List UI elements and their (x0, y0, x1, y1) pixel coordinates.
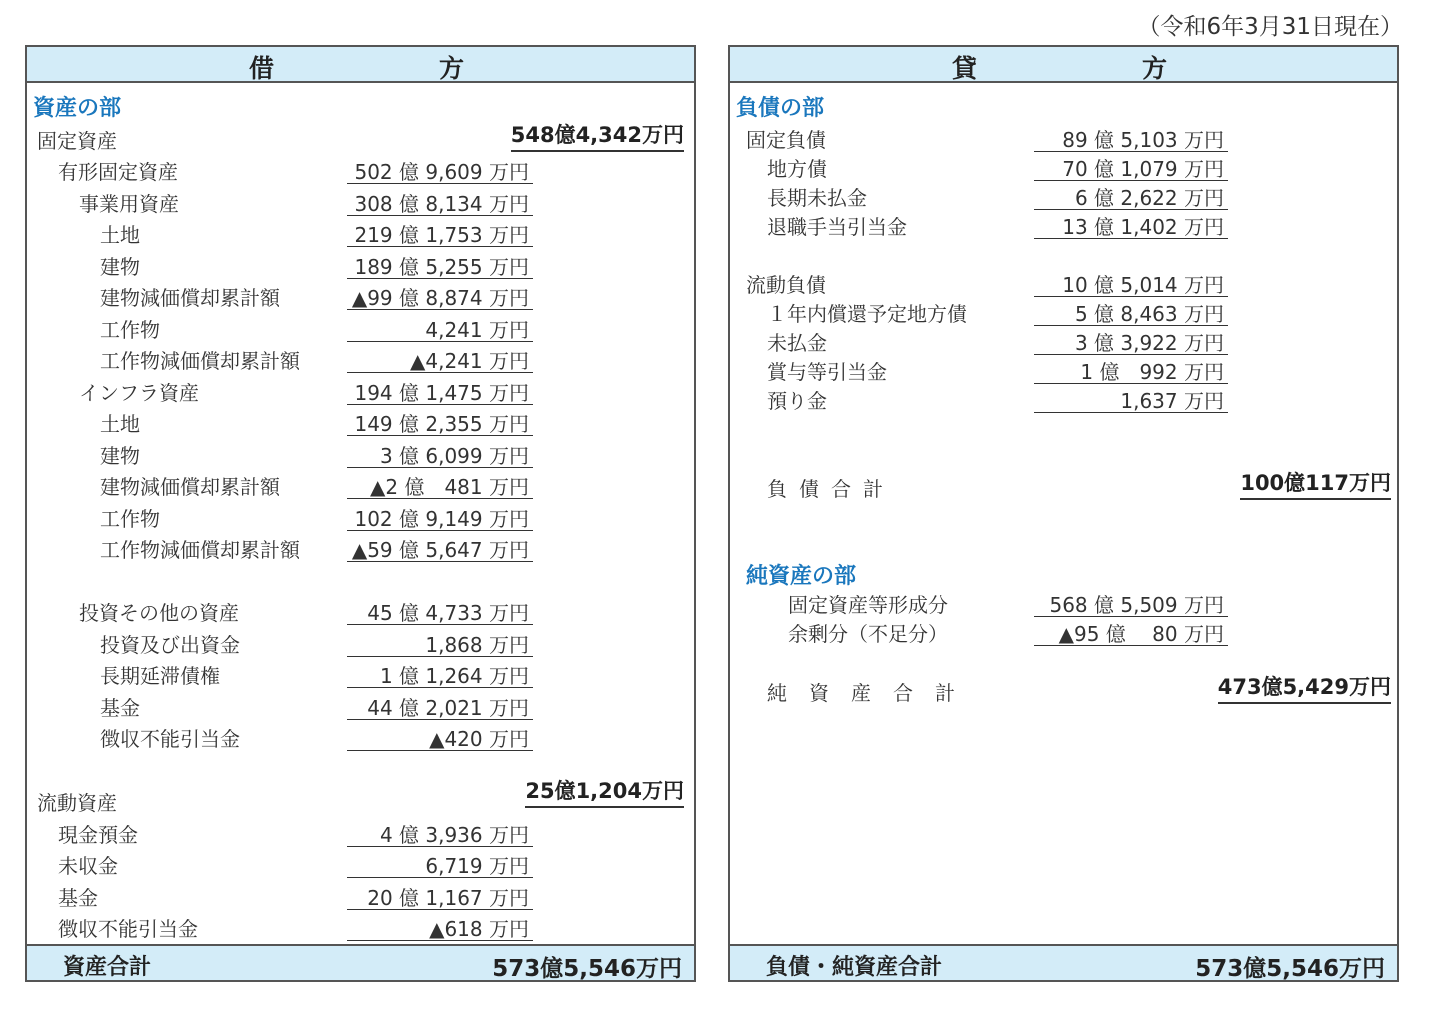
table-row (27, 375, 694, 406)
row-label: 長期未払金 (767, 186, 867, 210)
row-label: 有形固定資産 (58, 160, 178, 184)
row-label: 預り金 (767, 389, 827, 413)
table-row (27, 406, 694, 437)
current-liabilities-row (730, 267, 1397, 298)
row-label: 現金預金 (58, 823, 138, 847)
debit-panel (25, 45, 696, 982)
credit-panel (728, 45, 1399, 982)
row-value: 4 億 3,936 万円 (347, 819, 533, 847)
table-row (730, 180, 1397, 211)
row-label: 投資及び出資金 (100, 633, 240, 657)
row-value: ▲420 万円 (347, 723, 533, 751)
row-label: 投資その他の資産 (79, 601, 239, 625)
row-label: 工作物 (100, 318, 160, 342)
table-row (27, 627, 694, 658)
row-value: 6,719 万円 (347, 850, 533, 878)
table-row (27, 911, 694, 942)
table-row (27, 848, 694, 879)
credit-header (730, 47, 1397, 83)
net-assets-total-label: 純資産合計 (767, 681, 977, 705)
liabilities-total-amount: 100億117万円 (1240, 467, 1391, 500)
row-label: 工作物減価償却累計額 (100, 349, 300, 373)
row-value: ▲4,241 万円 (347, 345, 533, 373)
row-value: 308 億 8,134 万円 (347, 188, 533, 216)
table-row (27, 501, 694, 532)
table-row (730, 151, 1397, 182)
row-label: 余剰分（不足分） (788, 622, 948, 646)
liabilities-section-title: 負債の部 (736, 96, 825, 121)
row-label: 退職手当引当金 (767, 215, 907, 239)
table-row (730, 209, 1397, 240)
row-value: 5 億 8,463 万円 (1034, 298, 1228, 326)
table-row (27, 438, 694, 469)
row-value: 45 億 4,733 万円 (347, 597, 533, 625)
date-note: （令和6年3月31日現在） (1137, 14, 1403, 40)
table-row (27, 280, 694, 311)
row-label: 固定資産等形成分 (788, 593, 948, 617)
row-label: 建物減価償却累計額 (100, 286, 280, 310)
row-value: 89 億 5,103 万円 (1034, 124, 1228, 152)
row-label: 建物減価償却累計額 (100, 475, 280, 499)
row-label: １年内償還予定地方債 (767, 302, 967, 326)
row-value: 189 億 5,255 万円 (347, 251, 533, 279)
net-assets-section-title: 純資産の部 (746, 564, 857, 589)
row-value: 13 億 1,402 万円 (1034, 211, 1228, 239)
credit-header-char-1: 貸 (952, 54, 978, 83)
row-value: ▲95 億 80 万円 (1034, 618, 1228, 646)
current-assets-row (27, 779, 694, 816)
row-value: 3 億 6,099 万円 (347, 440, 533, 468)
table-row (27, 312, 694, 343)
credit-header-char-2: 方 (1142, 54, 1168, 83)
row-value: ▲99 億 8,874 万円 (347, 282, 533, 310)
row-value: 20 億 1,167 万円 (347, 882, 533, 910)
row-label: 流動負債 (746, 273, 826, 297)
assets-section-title: 資産の部 (33, 96, 122, 121)
table-row (730, 587, 1397, 618)
table-row (27, 217, 694, 248)
row-label: 事業用資産 (79, 192, 179, 216)
row-value: 102 億 9,149 万円 (347, 503, 533, 531)
row-label: 徴収不能引当金 (58, 917, 198, 941)
table-row (27, 469, 694, 500)
row-label: 土地 (100, 412, 140, 436)
row-label: 基金 (58, 886, 98, 910)
table-row (27, 154, 694, 185)
debit-header (27, 47, 694, 83)
row-label: 建物 (100, 444, 140, 468)
row-label: 徴収不能引当金 (100, 727, 240, 751)
current-assets-label: 流動資産 (37, 791, 117, 815)
row-label: 未収金 (58, 854, 118, 878)
table-row (27, 595, 694, 626)
table-row (27, 343, 694, 374)
fixed-liabilities-row (730, 122, 1397, 153)
table-row (27, 721, 694, 752)
liabilities-total-row (730, 471, 1397, 502)
table-row (730, 616, 1397, 647)
row-value: 149 億 2,355 万円 (347, 408, 533, 436)
row-value: 219 億 1,753 万円 (347, 219, 533, 247)
row-label: 賞与等引当金 (767, 360, 887, 384)
net-assets-total-row (730, 675, 1397, 706)
liabilities-net-assets-total-bar (730, 944, 1397, 980)
row-value: 194 億 1,475 万円 (347, 377, 533, 405)
liabilities-total-label: 負債合計 (767, 477, 895, 501)
table-row (730, 383, 1397, 414)
liabilities-net-assets-total-amount: 573億5,546万円 (1195, 956, 1385, 982)
debit-header-char-1: 借 (249, 54, 275, 83)
row-label: 固定負債 (746, 128, 826, 152)
row-label: 長期延滞債権 (100, 664, 220, 688)
row-label: 工作物減価償却累計額 (100, 538, 300, 562)
fixed-assets-total: 548億4,342万円 (511, 119, 684, 152)
fixed-assets-label: 固定資産 (37, 129, 117, 153)
row-value: 568 億 5,509 万円 (1034, 589, 1228, 617)
row-label: 地方債 (767, 157, 827, 181)
net-assets-total-amount: 473億5,429万円 (1218, 671, 1391, 704)
table-row (730, 296, 1397, 327)
fixed-assets-row (27, 123, 694, 154)
debit-header-char-2: 方 (439, 54, 465, 83)
table-row (27, 690, 694, 721)
table-row (27, 532, 694, 563)
row-label: 工作物 (100, 507, 160, 531)
row-label: 建物 (100, 255, 140, 279)
row-value: 1 億 992 万円 (1034, 356, 1228, 384)
current-assets-total: 25億1,204万円 (525, 775, 684, 808)
table-row (27, 658, 694, 689)
table-row (730, 354, 1397, 385)
row-label: 基金 (100, 696, 140, 720)
table-row (730, 325, 1397, 356)
row-label: 土地 (100, 223, 140, 247)
row-value: 3 億 3,922 万円 (1034, 327, 1228, 355)
table-row (27, 817, 694, 848)
assets-total-amount: 573億5,546万円 (492, 956, 682, 982)
row-value: 1 億 1,264 万円 (347, 660, 533, 688)
row-value: 70 億 1,079 万円 (1034, 153, 1228, 181)
row-value: ▲2 億 481 万円 (347, 471, 533, 499)
row-label: 未払金 (767, 331, 827, 355)
table-row (27, 880, 694, 911)
liabilities-net-assets-total-label: 負債・純資産合計 (766, 955, 943, 980)
row-value: ▲618 万円 (347, 913, 533, 941)
row-label: インフラ資産 (79, 381, 199, 405)
row-value: 502 億 9,609 万円 (347, 156, 533, 184)
row-value: 6 億 2,622 万円 (1034, 182, 1228, 210)
row-value: 1,637 万円 (1034, 385, 1228, 413)
assets-total-bar (27, 944, 694, 980)
table-row (27, 186, 694, 217)
table-row (27, 249, 694, 280)
row-value: 4,241 万円 (347, 314, 533, 342)
row-value: ▲59 億 5,647 万円 (347, 534, 533, 562)
row-value: 10 億 5,014 万円 (1034, 269, 1228, 297)
row-value: 1,868 万円 (347, 629, 533, 657)
assets-total-label: 資産合計 (63, 955, 152, 980)
row-value: 44 億 2,021 万円 (347, 692, 533, 720)
